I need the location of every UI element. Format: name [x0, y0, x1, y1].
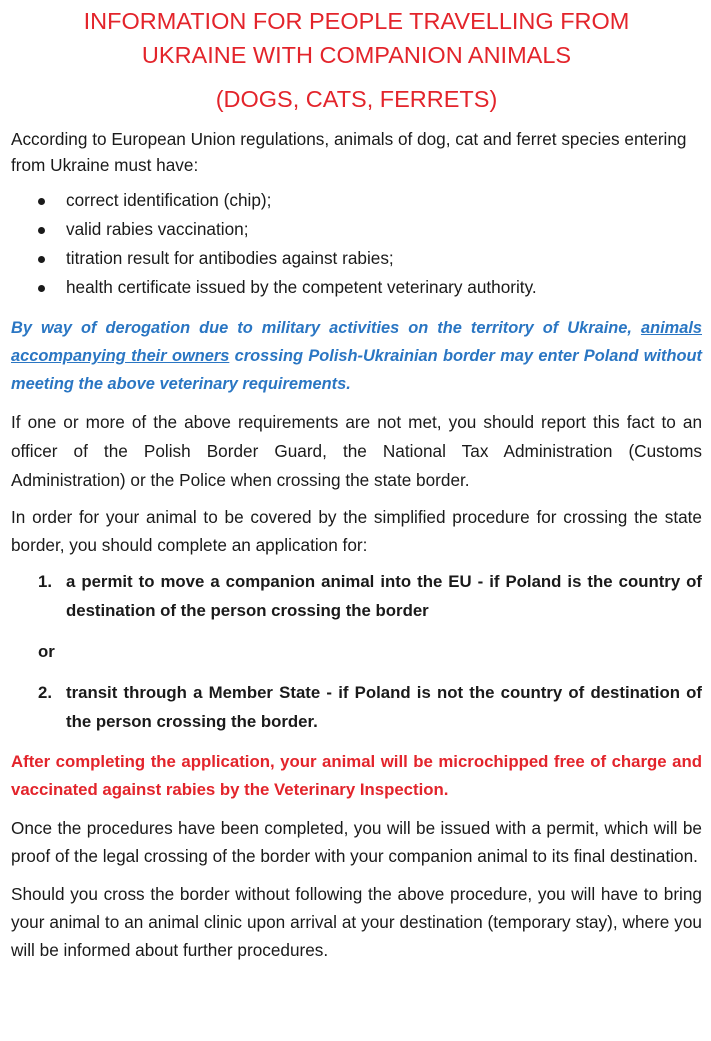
requirement-text: valid rabies vaccination;: [66, 219, 249, 239]
derogation-underlined-text: animals accompanying their owners: [11, 319, 702, 365]
requirement-text: correct identification (chip);: [66, 190, 272, 210]
title-line-1: INFORMATION FOR PEOPLE TRAVELLING FROM: [83, 8, 630, 34]
derogation-text-end: crossing Polish-Ukrainian border may enter Poland without meeting the above veterinary requirements.: [11, 347, 703, 393]
intro-paragraph: According to European Union regulations, animals of dog, cat and ferret species entering from Ukraine must have:: [11, 129, 687, 175]
bullet-icon: [38, 256, 45, 263]
bullet-icon: [38, 227, 45, 234]
bullet-icon: [38, 285, 45, 292]
requirement-text: health certificate issued by the competent veterinary authority.: [66, 277, 537, 297]
title-line-2: UKRAINE WITH COMPANION ANIMALS: [141, 42, 572, 68]
microchip-notice: After completing the application, your animal will be microchipped free of charge and vaccinated against rabies by the Veterinary Inspection.: [11, 752, 702, 799]
report-paragraph: If one or more of the above requirements are not met, you should report this fact to an officer of the Polish Border Guard, the National Tax Administration (Customs Administration) or the Police when crossing the state border.: [11, 412, 702, 490]
or-separator: or: [38, 642, 55, 661]
application-number: 2.: [38, 683, 52, 702]
clinic-paragraph: Should you cross the border without following the above procedure, you will have to bring your animal to an animal clinic upon arrival at your destination (temporary stay), where you will be informed about further procedures.: [11, 884, 702, 960]
derogation-text-start: By way of derogation due to military activities on the territory of Ukraine,: [11, 319, 641, 337]
requirements-list: [11, 186, 702, 302]
application-text: transit through a Member State - if Poland is not the country of destination of the person crossing the border.: [66, 683, 702, 731]
list-item: [11, 244, 702, 273]
application-number: 1.: [38, 572, 52, 591]
procedure-paragraph: In order for your animal to be covered by the simplified procedure for crossing the state border, you should complete an application for:: [11, 507, 702, 555]
list-item: [11, 567, 702, 625]
list-item: [11, 215, 702, 244]
derogation-paragraph: [11, 314, 702, 398]
page-title: [11, 4, 702, 72]
list-item: [11, 186, 702, 215]
application-text: a permit to move a companion animal into the EU - if Poland is the country of destination of the person crossing the border: [66, 572, 702, 620]
requirement-text: titration result for antibodies against rabies;: [66, 248, 394, 268]
page-subtitle: (DOGS, CATS, FERRETS): [215, 86, 498, 112]
permit-paragraph: Once the procedures have been completed, you will be issued with a permit, which will be proof of the legal crossing of the border with your companion animal to its final destination.: [11, 818, 702, 866]
applications-list: [11, 567, 702, 736]
list-item: [11, 678, 702, 736]
list-item: [11, 273, 702, 302]
bullet-icon: [38, 198, 45, 205]
